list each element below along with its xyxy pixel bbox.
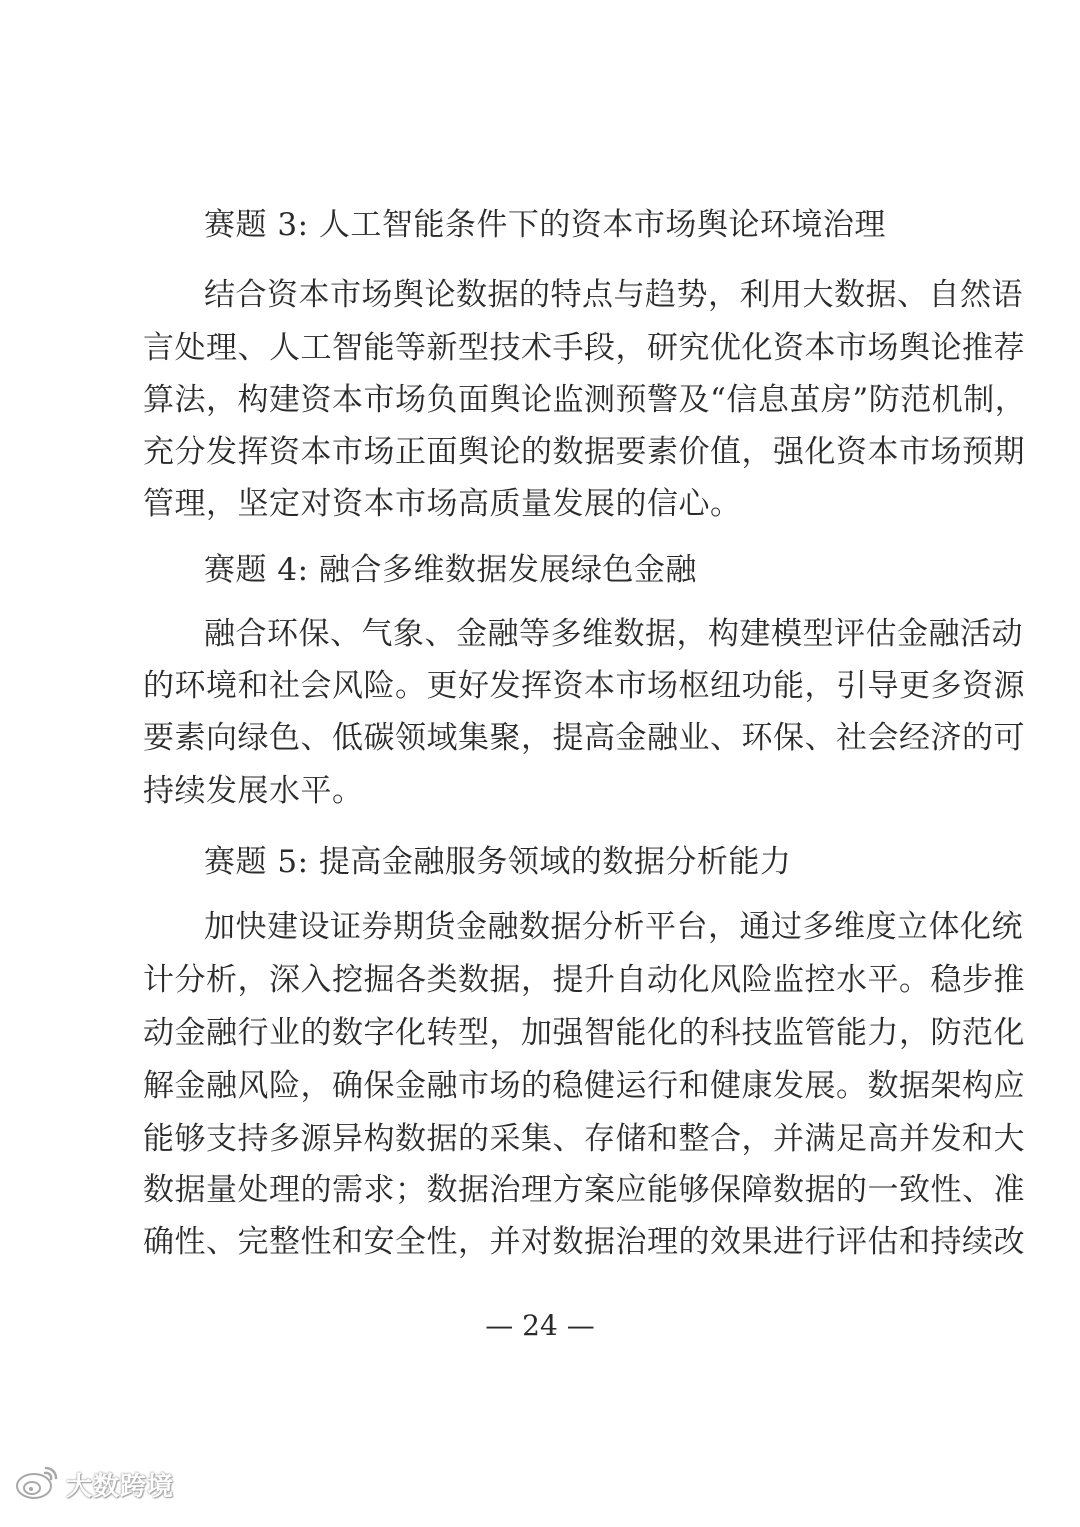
page-number: — 24 — — [485, 1309, 595, 1342]
paragraph-line: 管理，坚定对资本市场高质量发展的信心。 — [143, 486, 742, 522]
paragraph-line: 持续发展水平。 — [143, 773, 364, 809]
watermark — [14, 1462, 174, 1506]
weibo-logo-icon — [14, 1462, 60, 1506]
paragraph-line: 能够支持多源异构数据的采集、存储和整合，并满足高并发和大 — [143, 1121, 1025, 1157]
section-heading: 赛题 5: 提高金融服务领域的数据分析能力 — [204, 844, 792, 880]
section-heading: 赛题 4: 融合多维数据发展绿色金融 — [204, 552, 697, 588]
paragraph-line: 的环境和社会风险。更好发挥资本市场枢纽功能，引导更多资源 — [143, 668, 1025, 704]
paragraph-line: 融合环保、气象、金融等多维数据，构建模型评估金融活动 — [204, 616, 1023, 652]
paragraph-line: 充分发挥资本市场正面舆论的数据要素价值，强化资本市场预期 — [143, 434, 1025, 470]
paragraph-line: 解金融风险，确保金融市场的稳健运行和健康发展。数据架构应 — [143, 1068, 1025, 1104]
paragraph-line: 要素向绿色、低碳领域集聚，提高金融业、环保、社会经济的可 — [143, 720, 1025, 756]
watermark-text: 大数跨境 — [66, 1471, 175, 1502]
paragraph-line: 计分析，深入挖掘各类数据，提升自动化风险监控水平。稳步推 — [143, 962, 1025, 998]
paragraph-line: 言处理、人工智能等新型技术手段，研究优化资本市场舆论推荐 — [143, 330, 1025, 366]
paragraph-line: 确性、完整性和安全性，并对数据治理的效果进行评估和持续改 — [143, 1224, 1025, 1260]
section-heading: 赛题 3: 人工智能条件下的资本市场舆论环境治理 — [204, 207, 886, 243]
paragraph-line: 结合资本市场舆论数据的特点与趋势，利用大数据、自然语 — [204, 277, 1023, 313]
paragraph-line: 加快建设证券期货金融数据分析平台，通过多维度立体化统 — [204, 909, 1023, 945]
paragraph-line: 动金融行业的数字化转型，加强智能化的科技监管能力，防范化 — [143, 1015, 1025, 1051]
paragraph-line: 数据量处理的需求；数据治理方案应能够保障数据的一致性、准 — [143, 1172, 1025, 1208]
paragraph-line: 算法，构建资本市场负面舆论监测预警及“信息茧房”防范机制， — [143, 382, 1027, 418]
